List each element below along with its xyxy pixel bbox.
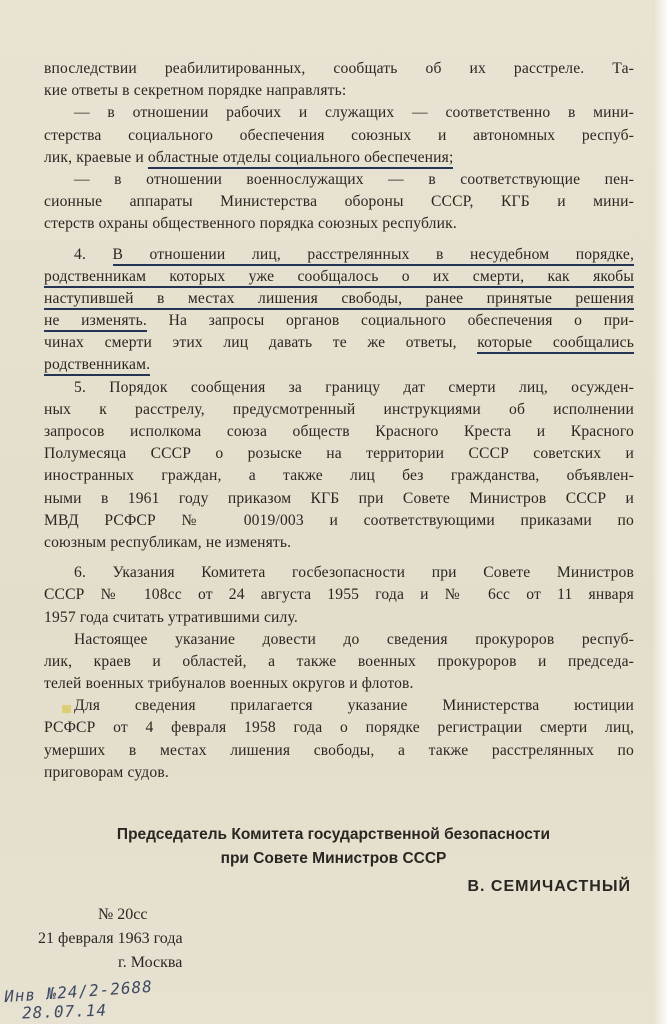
- paragraph-3-continuation: [44, 58, 634, 236]
- page-edge: [653, 0, 667, 1024]
- document-city: г. Москва: [118, 954, 183, 971]
- handwritten-date: 28.07.14: [21, 1000, 108, 1023]
- text-line: стерства социального обеспечения союзных и автономных респуб-: [44, 126, 634, 144]
- text-line: МВД РСФСР № 0019/003 и соответствующими приказами по: [44, 511, 634, 529]
- text-line: [44, 288, 634, 310]
- paragraph-6: [44, 562, 634, 629]
- document-number: № 20сс: [98, 906, 148, 923]
- text-line: [44, 310, 634, 332]
- underlined-text: не изменять.: [44, 312, 147, 332]
- text-span: На запросы органов социального обеспечения о при-: [146, 312, 634, 330]
- text-line: кие ответы в секретном порядке направлять:: [44, 82, 347, 100]
- text-line: союзным республикам, не изменять.: [44, 533, 292, 551]
- text-line: 5. Порядок сообщения за границу дат смерти лиц, осужден-: [74, 378, 634, 396]
- text-line: [44, 354, 634, 376]
- paragraph-8: [44, 695, 634, 784]
- text-line: умерших в местах лишения свободы, а также расстрелянных по: [44, 741, 634, 759]
- text-line: — в отношении рабочих и служащих — соответственно в мини-: [74, 104, 634, 122]
- underlined-text: областные отделы социального обеспечения;: [148, 149, 454, 169]
- underlined-text: наступившей в местах лишения свободы, ранее принятые решения: [44, 290, 634, 310]
- text-span: 4.: [74, 245, 113, 263]
- text-line: телей военных трибуналов военных округов и флотов.: [44, 675, 414, 693]
- text-line: Для сведения прилагается указание Министерства юстиции: [74, 697, 634, 715]
- signatory-name: В. СЕМИЧАСТНЫЙ: [467, 878, 631, 895]
- text-line: 6. Указания Комитета госбезопасности при Совете Министров: [74, 564, 634, 582]
- text-line: иностранных граждан, а также лиц без гражданства, объявлен-: [44, 467, 634, 485]
- text-line: стерств охраны общественного порядка союзных республик.: [44, 215, 457, 233]
- underlined-text: родственникам которых уже сообщалось о их смерти, как якобы: [44, 268, 634, 288]
- text-line: лик, краев и областей, а также военных прокуроров и председа-: [44, 652, 634, 670]
- document-date: 21 февраля 1963 года: [38, 930, 183, 947]
- text-line: 1957 года считать утратившими силу.: [44, 608, 298, 626]
- text-line: Полумесяца СССР о розыске на территории СССР советских и: [44, 445, 634, 463]
- text-line: — в отношении военнослужащих — в соответствующие пен-: [74, 170, 634, 188]
- text-line: приговорам судов.: [44, 763, 169, 781]
- signatory-title: Председатель Комитета государственной безопасности: [116, 826, 551, 843]
- highlighter-mark: [62, 705, 71, 713]
- paragraph-7: [44, 629, 634, 696]
- text-line: впоследствии реабилитированных, сообщать об их расстреле. Та-: [44, 60, 634, 77]
- signatory-title-2: при Совете Министров СССР: [220, 850, 447, 867]
- text-line: РСФСР от 4 февраля 1958 года о порядке регистрации смерти лиц,: [44, 719, 634, 737]
- text-line: СССР № 108сс от 24 августа 1955 года и № 6сс от 11 января: [44, 586, 634, 604]
- text-line: [44, 266, 634, 288]
- text-line: [44, 147, 634, 169]
- text-line: ных к расстрелу, предусмотренный инструкциями об исполнении: [44, 400, 634, 418]
- text-line: ными в 1961 году приказом КГБ при Совете Министров СССР и: [44, 489, 634, 507]
- text-line: [44, 332, 634, 354]
- underlined-text: родственникам.: [44, 356, 150, 376]
- handwritten-inventory-number: Инв №24/2-2688: [3, 976, 154, 1007]
- text-line: [44, 244, 634, 266]
- text-line: запросов исполкома союза обществ Красного Креста и Красного: [44, 423, 634, 440]
- text-line: Настоящее указание довести до сведения прокуроров респуб-: [74, 630, 634, 648]
- paragraph-4: [44, 244, 634, 377]
- text-span: чинах смерти этих лиц давать те же ответы,: [44, 334, 478, 352]
- paragraph-5: [44, 377, 634, 555]
- underlined-text: В отношении лиц, расстрелянных в несудебном порядке,: [113, 246, 635, 266]
- text-span: лик, краевые и: [44, 148, 148, 166]
- text-line: сионные аппараты Министерства обороны СССР, КГБ и мини-: [44, 193, 634, 211]
- underlined-text: которые сообщались: [477, 334, 634, 354]
- document-body: [44, 58, 634, 784]
